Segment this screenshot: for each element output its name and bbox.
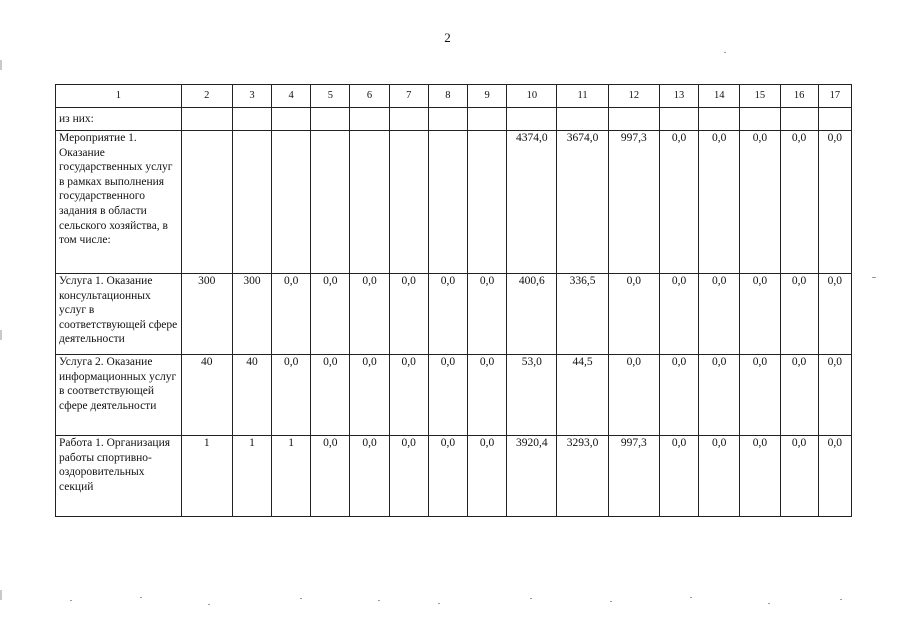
value-cell: 0,0 <box>350 436 389 517</box>
value-cell: 0,0 <box>699 436 740 517</box>
value-cell: 0,0 <box>659 436 698 517</box>
value-cell: 0,0 <box>389 436 428 517</box>
value-cell: 1 <box>181 436 232 517</box>
empty-cell <box>740 108 780 131</box>
empty-cell <box>608 108 659 131</box>
value-cell: 0,0 <box>818 274 851 355</box>
row-name: Работа 1. Организация работы спортивно-оздоровительных секций <box>56 436 182 517</box>
scan-speck <box>872 277 876 278</box>
subheader-label: из них: <box>56 108 182 131</box>
value-cell <box>350 131 389 274</box>
column-header: 9 <box>468 85 507 108</box>
value-cell: 300 <box>181 274 232 355</box>
value-cell: 0,0 <box>780 274 818 355</box>
value-cell <box>468 131 507 274</box>
column-header: 10 <box>507 85 557 108</box>
table-row <box>56 131 852 274</box>
value-cell: 0,0 <box>389 355 428 436</box>
empty-cell <box>272 108 311 131</box>
value-cell: 0,0 <box>699 131 740 274</box>
value-cell <box>272 131 311 274</box>
column-header: 8 <box>428 85 467 108</box>
empty-cell <box>389 108 428 131</box>
value-cell: 0,0 <box>428 436 467 517</box>
scan-speck <box>208 604 210 605</box>
column-number-row <box>56 85 852 108</box>
value-cell: 0,0 <box>780 355 818 436</box>
column-header: 17 <box>818 85 851 108</box>
value-cell <box>428 131 467 274</box>
value-cell: 0,0 <box>389 274 428 355</box>
value-cell: 3674,0 <box>557 131 608 274</box>
value-cell: 0,0 <box>272 355 311 436</box>
column-header: 1 <box>56 85 182 108</box>
scan-speck <box>840 599 842 600</box>
value-cell: 0,0 <box>350 274 389 355</box>
value-cell: 3293,0 <box>557 436 608 517</box>
value-cell: 0,0 <box>699 274 740 355</box>
table-row <box>56 274 852 355</box>
value-cell: 0,0 <box>311 274 350 355</box>
empty-cell <box>350 108 389 131</box>
value-cell: 40 <box>232 355 271 436</box>
empty-cell <box>557 108 608 131</box>
value-cell: 0,0 <box>780 436 818 517</box>
value-cell: 0,0 <box>659 131 698 274</box>
subheader-row <box>56 108 852 131</box>
value-cell: 0,0 <box>272 274 311 355</box>
row-name: Услуга 1. Оказание консультационных услуг в соответствующей сфере деятельности <box>56 274 182 355</box>
value-cell: 0,0 <box>818 436 851 517</box>
value-cell: 40 <box>181 355 232 436</box>
column-header: 4 <box>272 85 311 108</box>
empty-cell <box>699 108 740 131</box>
value-cell: 53,0 <box>507 355 557 436</box>
value-cell <box>311 131 350 274</box>
value-cell: 0,0 <box>608 274 659 355</box>
value-cell: 400,6 <box>507 274 557 355</box>
value-cell <box>389 131 428 274</box>
value-cell: 0,0 <box>468 274 507 355</box>
empty-cell <box>780 108 818 131</box>
value-cell: 336,5 <box>557 274 608 355</box>
empty-cell <box>507 108 557 131</box>
column-header: 14 <box>699 85 740 108</box>
value-cell: 0,0 <box>699 355 740 436</box>
scan-edge-mark <box>0 60 2 70</box>
column-header: 16 <box>780 85 818 108</box>
column-header: 13 <box>659 85 698 108</box>
value-cell: 0,0 <box>780 131 818 274</box>
scan-speck <box>438 603 440 604</box>
table-row <box>56 355 852 436</box>
value-cell: 0,0 <box>428 274 467 355</box>
value-cell: 0,0 <box>740 436 780 517</box>
value-cell: 1 <box>272 436 311 517</box>
value-cell: 300 <box>232 274 271 355</box>
column-header: 6 <box>350 85 389 108</box>
value-cell: 0,0 <box>468 436 507 517</box>
value-cell: 0,0 <box>311 436 350 517</box>
column-header: 5 <box>311 85 350 108</box>
value-cell: 997,3 <box>608 131 659 274</box>
scan-speck <box>530 598 532 599</box>
table-row <box>56 436 852 517</box>
value-cell: 997,3 <box>608 436 659 517</box>
value-cell <box>181 131 232 274</box>
column-header: 11 <box>557 85 608 108</box>
row-name: Услуга 2. Оказание информационных услуг в соответствующей сфере деятельности <box>56 355 182 436</box>
data-table <box>55 84 852 517</box>
scan-speck <box>140 597 142 598</box>
value-cell: 44,5 <box>557 355 608 436</box>
scan-speck <box>300 598 302 599</box>
empty-cell <box>428 108 467 131</box>
scan-speck <box>768 603 770 604</box>
value-cell: 0,0 <box>428 355 467 436</box>
scan-edge-mark <box>0 590 2 600</box>
value-cell: 0,0 <box>608 355 659 436</box>
empty-cell <box>181 108 232 131</box>
scan-speck <box>610 601 612 602</box>
scan-edge-mark <box>0 330 2 340</box>
empty-cell <box>232 108 271 131</box>
value-cell: 0,0 <box>740 131 780 274</box>
value-cell: 3920,4 <box>507 436 557 517</box>
value-cell: 0,0 <box>468 355 507 436</box>
empty-cell <box>818 108 851 131</box>
scan-speck <box>378 600 380 601</box>
value-cell: 4374,0 <box>507 131 557 274</box>
column-header: 15 <box>740 85 780 108</box>
value-cell: 0,0 <box>350 355 389 436</box>
row-name: Мероприятие 1. Оказание государственных услуг в рамках выполнения государственного задания в области сельского хозяйства, в том числе: <box>56 131 182 274</box>
scan-speck <box>70 600 72 601</box>
value-cell: 0,0 <box>659 274 698 355</box>
empty-cell <box>311 108 350 131</box>
value-cell: 0,0 <box>659 355 698 436</box>
scan-speck <box>690 597 692 598</box>
value-cell: 0,0 <box>740 274 780 355</box>
value-cell: 0,0 <box>818 355 851 436</box>
column-header: 3 <box>232 85 271 108</box>
value-cell: 1 <box>232 436 271 517</box>
empty-cell <box>659 108 698 131</box>
empty-cell <box>468 108 507 131</box>
column-header: 12 <box>608 85 659 108</box>
column-header: 7 <box>389 85 428 108</box>
value-cell: 0,0 <box>311 355 350 436</box>
column-header: 2 <box>181 85 232 108</box>
value-cell: 0,0 <box>818 131 851 274</box>
value-cell: 0,0 <box>740 355 780 436</box>
page-number: 2 <box>444 30 451 45</box>
value-cell <box>232 131 271 274</box>
scan-speck <box>724 52 726 53</box>
